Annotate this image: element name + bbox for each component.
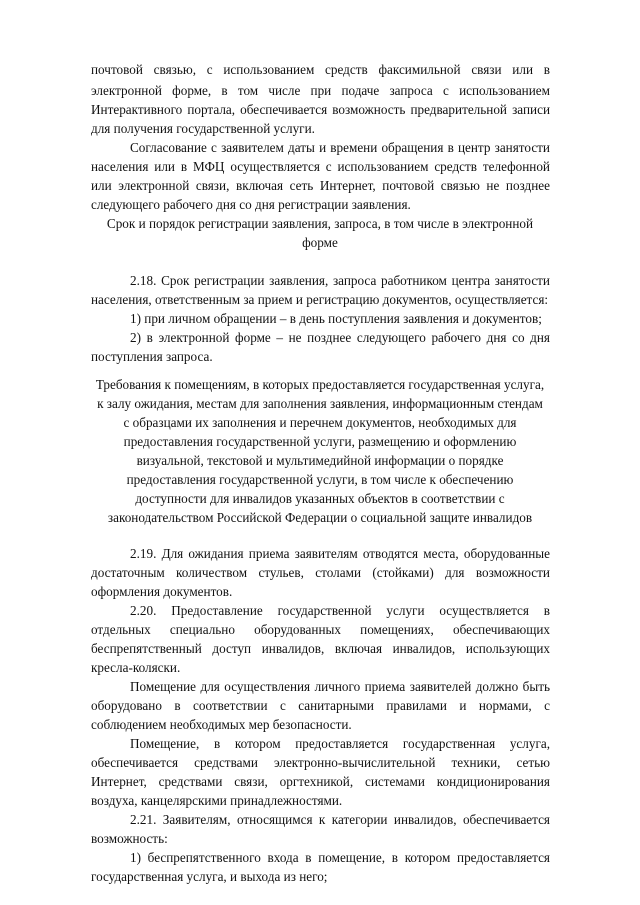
body-text-line: беспрепятственный доступ инвалидов, включая инвалидов, использующих (91, 641, 550, 656)
section-heading-line: предоставления государственной услуги, размещению и оформлению (123, 434, 517, 449)
body-text-line: Помещение для осуществления личного приема заявителей должно быть (130, 679, 550, 694)
section-heading-line: визуальной, текстовой и мультимедийной информации о порядке (136, 453, 504, 468)
section-heading-line: Требования к помещениям, в которых предоставляется государственная услуга, (95, 377, 545, 392)
body-text-line: 1) при личном обращении – в день поступления заявления и документов; (130, 311, 542, 326)
section-heading-line: Срок и порядок регистрации заявления, запроса, в том числе в электронной (106, 216, 534, 231)
body-text-line: населения или в МФЦ осуществляется с использованием средств телефонной (91, 159, 550, 174)
body-text-line: следующего рабочего дня со дня регистрации заявления. (91, 197, 411, 212)
section-heading-line: доступности для инвалидов указанных объектов в соответствии с (135, 491, 505, 506)
body-text-line: кресла-коляски. (91, 660, 181, 675)
body-text-line: Интернет, средствами связи, оргтехникой, системами кондиционирования (91, 774, 550, 789)
body-text-line: 2.21. Заявителям, относящимся к категории инвалидов, обеспечивается (130, 812, 550, 827)
section-heading-line: к залу ожидания, местам для заполнения заявления, информационным стендам (97, 396, 543, 411)
body-text-line: 1) беспрепятственного входа в помещение, в котором предоставляется (130, 850, 550, 865)
body-text-line: 2.19. Для ожидания приема заявителям отводятся места, оборудованные (130, 546, 550, 561)
body-text-line: соблюдением необходимых мер безопасности. (91, 717, 352, 732)
section-heading-line: с образцами их заполнения и перечнем документов, необходимых для (123, 415, 517, 430)
body-text-line: обеспечивается средствами электронно-вычислительной техники, сетью (91, 755, 550, 770)
body-text-line: почтовой связью, с использованием средств факсимильной связи или в (91, 62, 550, 77)
body-text-line: Помещение, в котором предоставляется государственная услуга, (130, 736, 550, 751)
body-text-line: Интерактивного портала, обеспечивается возможность предварительной записи (91, 102, 550, 117)
body-text-line: воздуха, канцелярскими принадлежностями. (91, 793, 343, 808)
section-heading-line: законодательством Российской Федерации о социальной защите инвалидов (107, 510, 533, 525)
body-text-line: 2.18. Срок регистрации заявления, запроса работником центра занятости (130, 273, 550, 288)
body-text-line: оборудовано в соответствии с санитарными правилами и нормами, с (91, 698, 550, 713)
body-text-line: 2.20. Предоставление государственной услуги осуществляется в (130, 603, 550, 618)
body-text-line: населения, ответственным за прием и регистрацию документов, осуществляется: (91, 292, 549, 307)
body-text-line: возможность: (91, 831, 168, 846)
body-text-line: достаточным количеством стульев, столами (стойками) для возможности (91, 565, 550, 580)
body-text-line: оформления документов. (91, 584, 233, 599)
body-text-line: 2) в электронной форме – не позднее следующего рабочего дня со дня (130, 330, 550, 345)
body-text-line: электронной форме, в том числе при подаче запроса с использованием (91, 83, 550, 98)
body-text-line: государственная услуга, и выхода из него; (91, 869, 328, 884)
section-heading-line: форме (302, 235, 338, 250)
body-text-line: отдельных специально оборудованных помещениях, обеспечивающих (91, 622, 550, 637)
body-text-line: поступления запроса. (91, 349, 213, 364)
section-heading-line: предоставления государственной услуги, в том числе к обеспечению (126, 472, 514, 487)
body-text-line: Согласование с заявителем даты и времени обращения в центр занятости (130, 140, 550, 155)
body-text-line: или электронной связи, включая сеть Интернет, почтовой связью не позднее (91, 178, 550, 193)
body-text-line: для получения государственной услуги. (91, 121, 315, 136)
